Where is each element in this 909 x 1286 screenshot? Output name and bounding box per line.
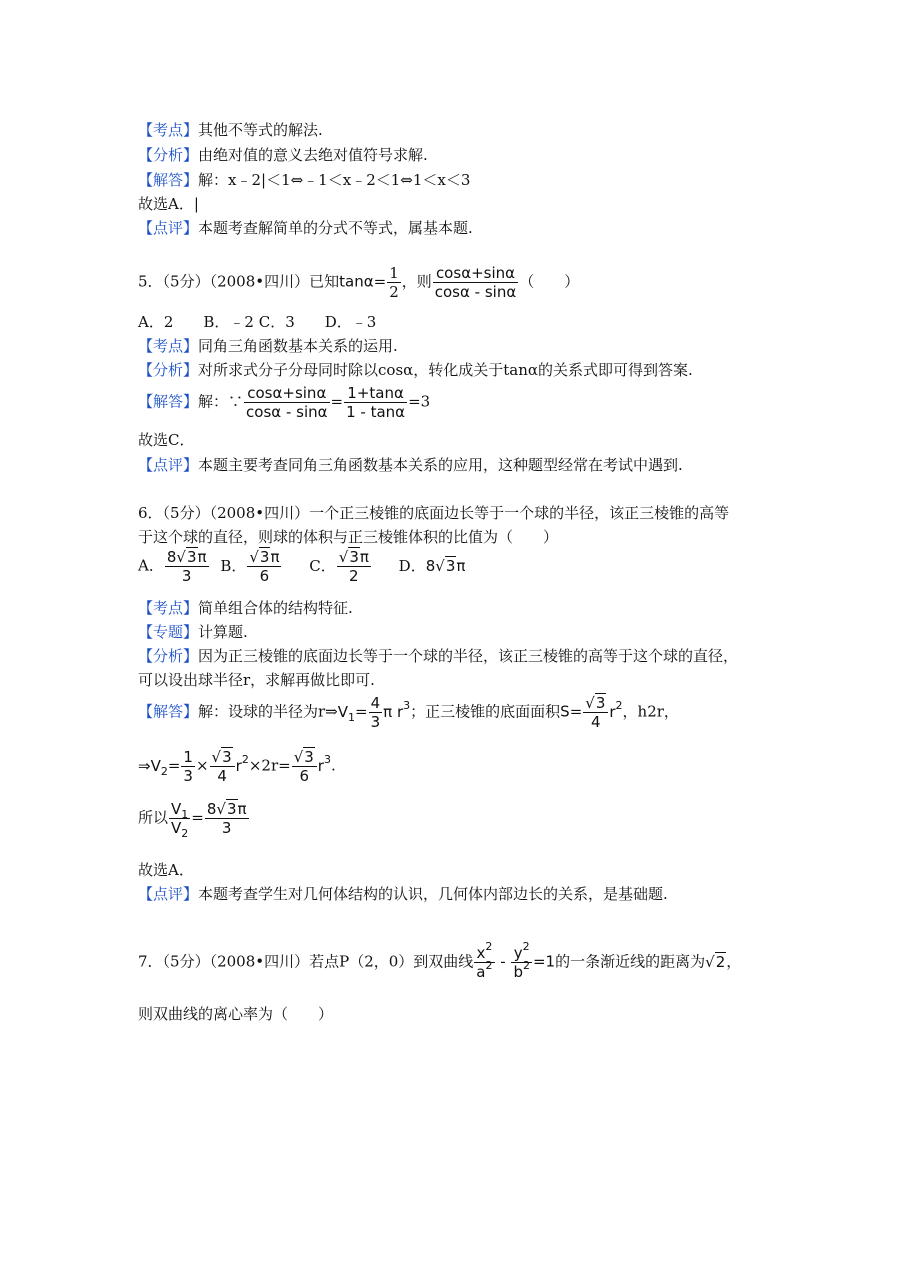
q6-sqrt3-over-4b: $\frac{√3}{4}$ (210, 748, 235, 785)
q6-dianping-text: 本题考查学生对几何体结构的认识，几何体内部边长的关系，是基础题. (198, 885, 668, 903)
q6-suoyi: 所以 (138, 808, 169, 827)
q6-opt-b-label: B． (220, 556, 247, 575)
q6-dianping-line (138, 884, 668, 904)
q6-options (138, 548, 465, 585)
q5-stem-prefix: 5．（5分）（2008•四川）已知 (138, 272, 340, 291)
q4-kaodian-text: 其他不等式的解法. (198, 121, 323, 139)
q6-opt-d-label: D． (398, 556, 426, 575)
q6-opt-d-value: 8√3π (425, 556, 466, 575)
fenxi-tag: 【分析】 (138, 361, 199, 379)
q6-pi-r3: π $r^3$ (383, 698, 411, 721)
q6-one-third: $\frac{1}{3}$ (183, 748, 193, 785)
q5-tan: tanα (339, 272, 374, 291)
q6-sqrt3-over-6: $\frac{√3}{6}$ (292, 748, 317, 785)
q6-ratio-line: 所以 $\frac{V_1}{V_2}$ = $\frac{8√3\pi}{3}$ (138, 800, 247, 840)
q5-stem (138, 264, 579, 301)
q6-zhuanti-text: 计算题. (198, 623, 248, 641)
q5-half-fraction: $\frac{1}{2}$ (389, 264, 399, 301)
jieda-tag: 【解答】 (138, 392, 199, 411)
q5-choice: 故选C． (138, 431, 195, 449)
q6-opt-c-value: $\frac{√3\pi}{2}$ (338, 548, 369, 585)
kaodian-tag: 【考点】 (138, 599, 199, 617)
q5-fenxi-text: 对所求式分子分母同时除以cosα，转化成关于tanα的关系式即可得到答案. (198, 361, 693, 379)
q5-fenxi-line (138, 360, 693, 380)
q4-jieda-line (138, 170, 470, 190)
q6-kaodian-line (138, 598, 353, 618)
q6-tail: ，h2r， (622, 702, 679, 721)
q6-S: S (560, 702, 570, 721)
dianping-tag: 【点评】 (138, 885, 199, 903)
q5-bracket: （ ） (519, 272, 580, 291)
q5-kaodian-line (138, 336, 398, 356)
q6-stem-line2: 于这个球的直径，则球的体积与正三棱锥体积的比值为（ ） (138, 528, 559, 546)
q6-fenxi-text1: 因为正三棱锥的底面边长等于一个球的半径，该正三棱锥的高等于这个球的直径， (198, 647, 739, 665)
q6-kaodian-text: 简单组合体的结构特征. (198, 599, 353, 617)
q6-v1: $V_1$ (337, 702, 356, 724)
q7-sqrt2: √2 (705, 952, 726, 971)
q5-dianping-line (138, 455, 683, 475)
q7-eq1: =1 (532, 952, 556, 971)
q6-opt-a-value: $\frac{8√3\pi}{3}$ (166, 548, 207, 585)
zhuanti-tag: 【专题】 (138, 623, 199, 641)
q6-mid-text: ；正三棱锥的底面面积 (410, 702, 561, 721)
q6-opt-c-label: C． (309, 556, 336, 575)
jieda-tag: 【解答】 (138, 171, 199, 189)
q6-volume-line: $\Rightarrow V_2=$ $\frac{1}{3}$ × $\frac{√3}{4}$ $r^2\times 2r=$ $\frac{√3}{6}$ $r^3$. (138, 748, 336, 785)
q5-kaodian-text: 同角三角函数基本关系的运用. (198, 337, 398, 355)
q6-jieda-line: 【解答】解：设球的半径为$r\Rightarrow V_1=$ $\frac{4}{3}$ π $r^3$；正三棱锥的底面面积S= $\frac{√3}{4}$ $r^2$，h2r， (138, 694, 679, 731)
q5-jieda-lhs: $\frac{\cos\alpha+\sin\alpha}{\cos\alpha - \sin\alpha}$ (246, 384, 328, 421)
q6-stem-line1: 6．（5分）（2008•四川）一个正三棱锥的底面边长等于一个球的半径，该正三棱锥的高等 (138, 504, 730, 522)
kaodian-tag: 【考点】 (138, 121, 199, 139)
q7-y2-over-b2: $\frac{y^2}{b^2}$ (513, 940, 530, 981)
q7-stem-mid: 的一条渐近线的距离为 (555, 952, 706, 971)
q6-zhuanti-line (138, 622, 248, 642)
q6-fenxi-line2: 可以设出球半径r，求解再做比即可. (138, 671, 375, 689)
q7-stem-line2: 则双曲线的离心率为（ ） (138, 1005, 334, 1023)
q5-result: =3 (408, 392, 431, 411)
q6-jieda-prefix: 解：设球的半径为r⇒ (198, 702, 338, 721)
q6-v2: $\Rightarrow V_2$ (138, 756, 168, 778)
q4-fenxi-line (138, 145, 428, 165)
fenxi-tag: 【分析】 (138, 647, 199, 665)
q6-four-thirds: $\frac{4}{3}$ (370, 694, 381, 731)
q6-v1-over-v2: $\frac{V_1}{V_2}$ (171, 800, 189, 840)
q5-jieda-line: 【解答】解：∵ $\frac{\cos\alpha+\sin\alpha}{\cos\alpha - \sin\alpha}$ = $\frac{1+\tan\alpha}{1 - \tan\alpha}$ =3 (138, 384, 431, 421)
q4-choice: 故选A．| (138, 195, 199, 213)
q5-dianping-text: 本题主要考查同角三角函数基本关系的应用，这种题型经常在考试中遇到. (198, 456, 683, 474)
q5-ratio-fraction: $\frac{\cos\alpha+\sin\alpha}{\cos\alpha - \sin\alpha}$ (434, 264, 517, 301)
q5-eq: = (373, 272, 387, 291)
q6-sqrt3-over-4: $\frac{√3}{4}$ (583, 694, 608, 731)
q6-choice: 故选A． (138, 861, 194, 879)
q5-options: A．2 B．﹣2 C．3 D．﹣3 (138, 313, 377, 331)
q4-dianping-line (138, 218, 473, 238)
q5-jieda-prefix: 解：∵ (198, 392, 244, 411)
q4-dianping-text: 本题考查解简单的分式不等式，属基本题. (198, 219, 473, 237)
q4-fenxi-text: 由绝对值的意义去绝对值符号求解. (198, 146, 428, 164)
q6-fenxi-line1 (138, 646, 738, 666)
dianping-tag: 【点评】 (138, 456, 199, 474)
fenxi-tag: 【分析】 (138, 146, 199, 164)
q5-jieda-rhs: $\frac{1+\tan\alpha}{1 - \tan\alpha}$ (346, 384, 406, 421)
q6-opt-b-value: $\frac{√3\pi}{6}$ (249, 548, 280, 585)
dianping-tag: 【点评】 (138, 219, 199, 237)
jieda-tag: 【解答】 (138, 702, 199, 721)
q7-stem: 7．（5分）（2008•四川）若点P（2，0）到双曲线 $\frac{x^2}{a^2}$ - $\frac{y^2}{b^2}$ =1的一条渐近线的距离为√2， (138, 940, 742, 981)
q4-kaodian-line (138, 120, 323, 140)
q7-stem-prefix: 7．（5分）（2008•四川）若点P（2，0）到双曲线 (138, 952, 474, 971)
q4-jieda-text: 解：x﹣2|＜1⇔﹣1＜x﹣2＜1⇔1＜x＜3 (198, 171, 471, 189)
q6-ratio-value: $\frac{8√3\pi}{3}$ (206, 800, 247, 837)
kaodian-tag: 【考点】 (138, 337, 199, 355)
q5-then: ，则 (401, 272, 432, 291)
q6-opt-a-label: A． (138, 556, 164, 575)
q7-x2-over-a2: $\frac{x^2}{a^2}$ (476, 940, 493, 981)
